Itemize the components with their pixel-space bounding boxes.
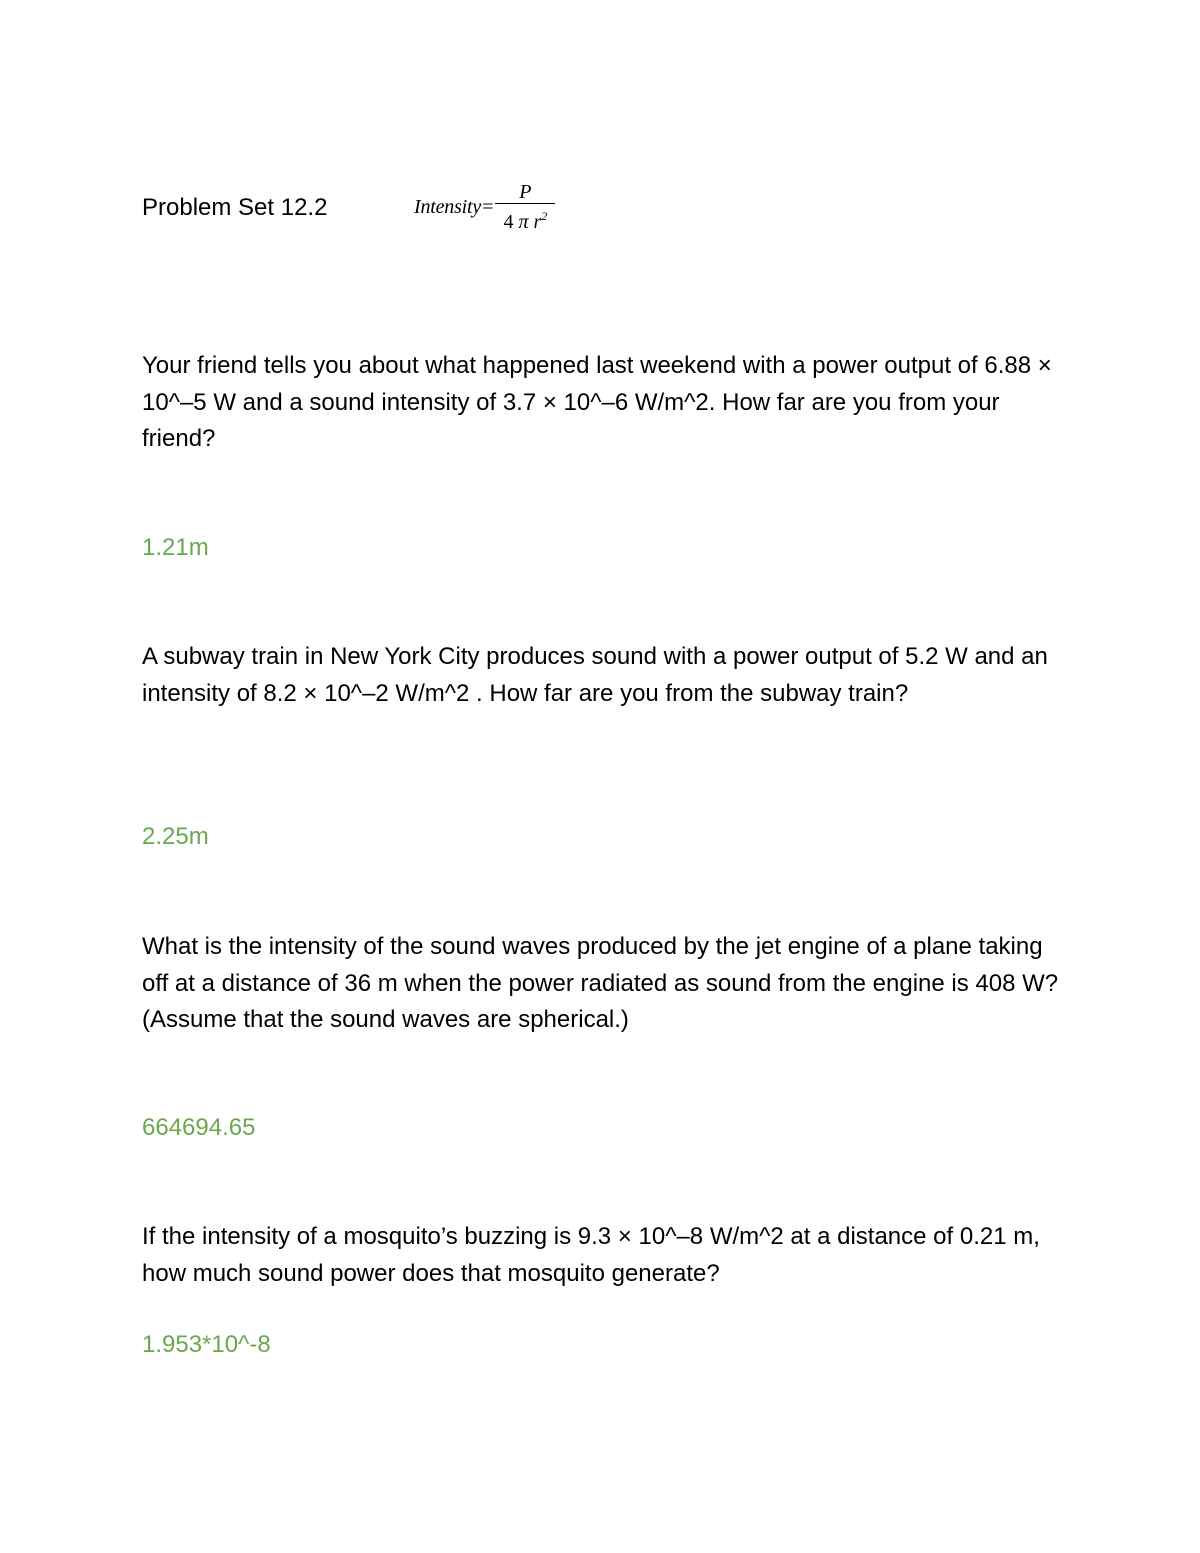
problem-4-question: If the intensity of a mosquito’s buzzing is 9.3 × 10^–8 W/m^2 at a distance of 0.21 m, how much sound power does that mosquito generate? <box>142 1223 1040 1287</box>
formula-denominator <box>501 204 549 234</box>
problem-2-answer: 2.25m <box>142 823 209 850</box>
denominator-variable: r <box>533 210 542 233</box>
problem-1-question: Your friend tells you about what happened last weekend with a power output of 6.88 × 10^–5 W and a sound intensity of 3.7 × 10^–6 W/m^2. How far are you from your friend? <box>142 352 1052 452</box>
problem-2-question: A subway train in New York City produces sound with a power output of 5.2 W and an intensity of 8.2 × 10^–2 W/m^2 . How far are you from the subway train? <box>142 643 1048 707</box>
denominator-exponent: 2 <box>541 208 548 223</box>
denominator-pi: π <box>518 210 529 233</box>
formula-lhs: Intensity <box>414 195 482 218</box>
problem-4-answer: 1.953*10^-8 <box>142 1331 271 1358</box>
formula-numerator: P <box>519 180 532 203</box>
problem-3-question: What is the intensity of the sound waves produced by the jet engine of a plane taking off at a distance of 36 m when the power radiated as sound from the engine is 408 W? (Assume that the sound waves are spherical.) <box>142 933 1059 1033</box>
formula-fraction <box>495 181 555 234</box>
problem-3-answer: 664694.65 <box>142 1114 256 1141</box>
formula-equals: = <box>482 195 494 218</box>
intensity-formula <box>414 177 555 237</box>
problem-1-answer: 1.21m <box>142 534 209 561</box>
denominator-coefficient: 4 <box>503 210 514 233</box>
page-title: Problem Set 12.2 <box>142 194 328 221</box>
